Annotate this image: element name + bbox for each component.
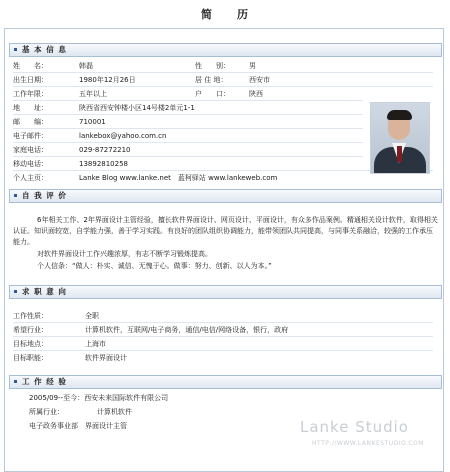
industry-label: 希望行业： [13,326,48,334]
divider [13,142,363,143]
divider [13,350,433,351]
years-value: 五年以上 [79,90,107,98]
job-type-label: 工作性质： [13,312,48,320]
name-label: 姓 名： [13,62,48,70]
evaluation-paragraph: 6年相关工作、2年界面设计主管经验，擅长软件界面设计、网页设计、平面设计，有众多作品案例。精通相关设计软件，取得相关认证。知识面较宽，自学能力强，善于学习实践。有良好的团队组织协调能力，能带领团队共同提高，与同事关系融洽，较强的工作承压能力。 [13,216,438,246]
homepage-label: 个人主页： [13,174,48,182]
studio-watermark-url: HTTP://WWW.LANKESTUDIO.COM [312,440,424,447]
department-value: 电子政务事业部 界面设计主管 [29,422,127,430]
section-job-intention: 求 职 意 向 [9,285,442,299]
section-work-experience: 工 作 经 验 [9,375,442,389]
divider [13,156,363,157]
name-value: 韩磊 [79,62,93,70]
divider [13,86,433,87]
divider [13,72,433,73]
divider [13,128,363,129]
divider [13,336,433,337]
resume-title: 简 历 [201,8,249,21]
mobile-label: 移动电话： [13,160,48,168]
divider [13,100,363,101]
divider [13,114,363,115]
position-label: 目标职能： [13,354,48,362]
mobile-value: 13892810258 [79,160,128,168]
location-label: 目标地点： [13,340,48,348]
evaluation-motto: 个人信条：“做人：朴实、诚信、无愧于心。做事：努力、创新、以人为本。” [37,262,272,270]
job-type-value: 全职 [85,312,99,320]
section-basic-info: 基 本 信 息 [9,43,442,57]
email-link[interactable]: lankebox@yahoo.com.cn [79,132,167,140]
hukou-value: 陕西 [249,90,263,98]
email-label: 电子邮件： [13,132,48,140]
exp-industry-value: 计算机软件 [97,408,132,416]
years-label: 工作年限： [13,90,48,98]
residence-value: 西安市 [249,76,270,84]
divider [13,322,433,323]
birth-label: 出生日期： [13,76,48,84]
exp-industry-label: 所属行业： [29,408,64,416]
home-phone-label: 家庭电话： [13,146,48,154]
zip-value: 710001 [79,118,106,126]
address-label: 地 址： [13,104,48,112]
address-value: 陕西省西安钟楼小区14号楼2单元1-1 [79,104,195,112]
zip-label: 邮 编： [13,118,48,126]
home-phone-value: 029-87272210 [79,146,131,154]
evaluation-interest: 对软件界面设计工作兴趣浓厚，有志不断学习锻炼提高。 [37,250,212,258]
residence-label: 居 住 地： [195,76,228,84]
section-self-evaluation: 自 我 评 价 [9,189,442,203]
gender-label: 性 别： [195,62,230,70]
resume-page [4,28,444,472]
birth-value: 1980年12月26日 [79,76,136,84]
period-value: 2005/09--至今：西安未来国际软件有限公司 [29,394,169,402]
gender-value: 男 [249,62,256,70]
industry-value: 计算机软件，互联网/电子商务，通信/电信/网络设备，银行，政府 [85,326,289,334]
location-value: 上海市 [85,340,106,348]
studio-watermark: Lanke Studio [300,418,409,436]
hukou-label: 户 口： [195,90,230,98]
position-value: 软件界面设计 [85,354,127,362]
homepage-link[interactable]: Lanke Blog www.lanke.net 蓝柯驿站 www.lankeweb.com [79,174,278,182]
profile-photo [370,102,430,174]
